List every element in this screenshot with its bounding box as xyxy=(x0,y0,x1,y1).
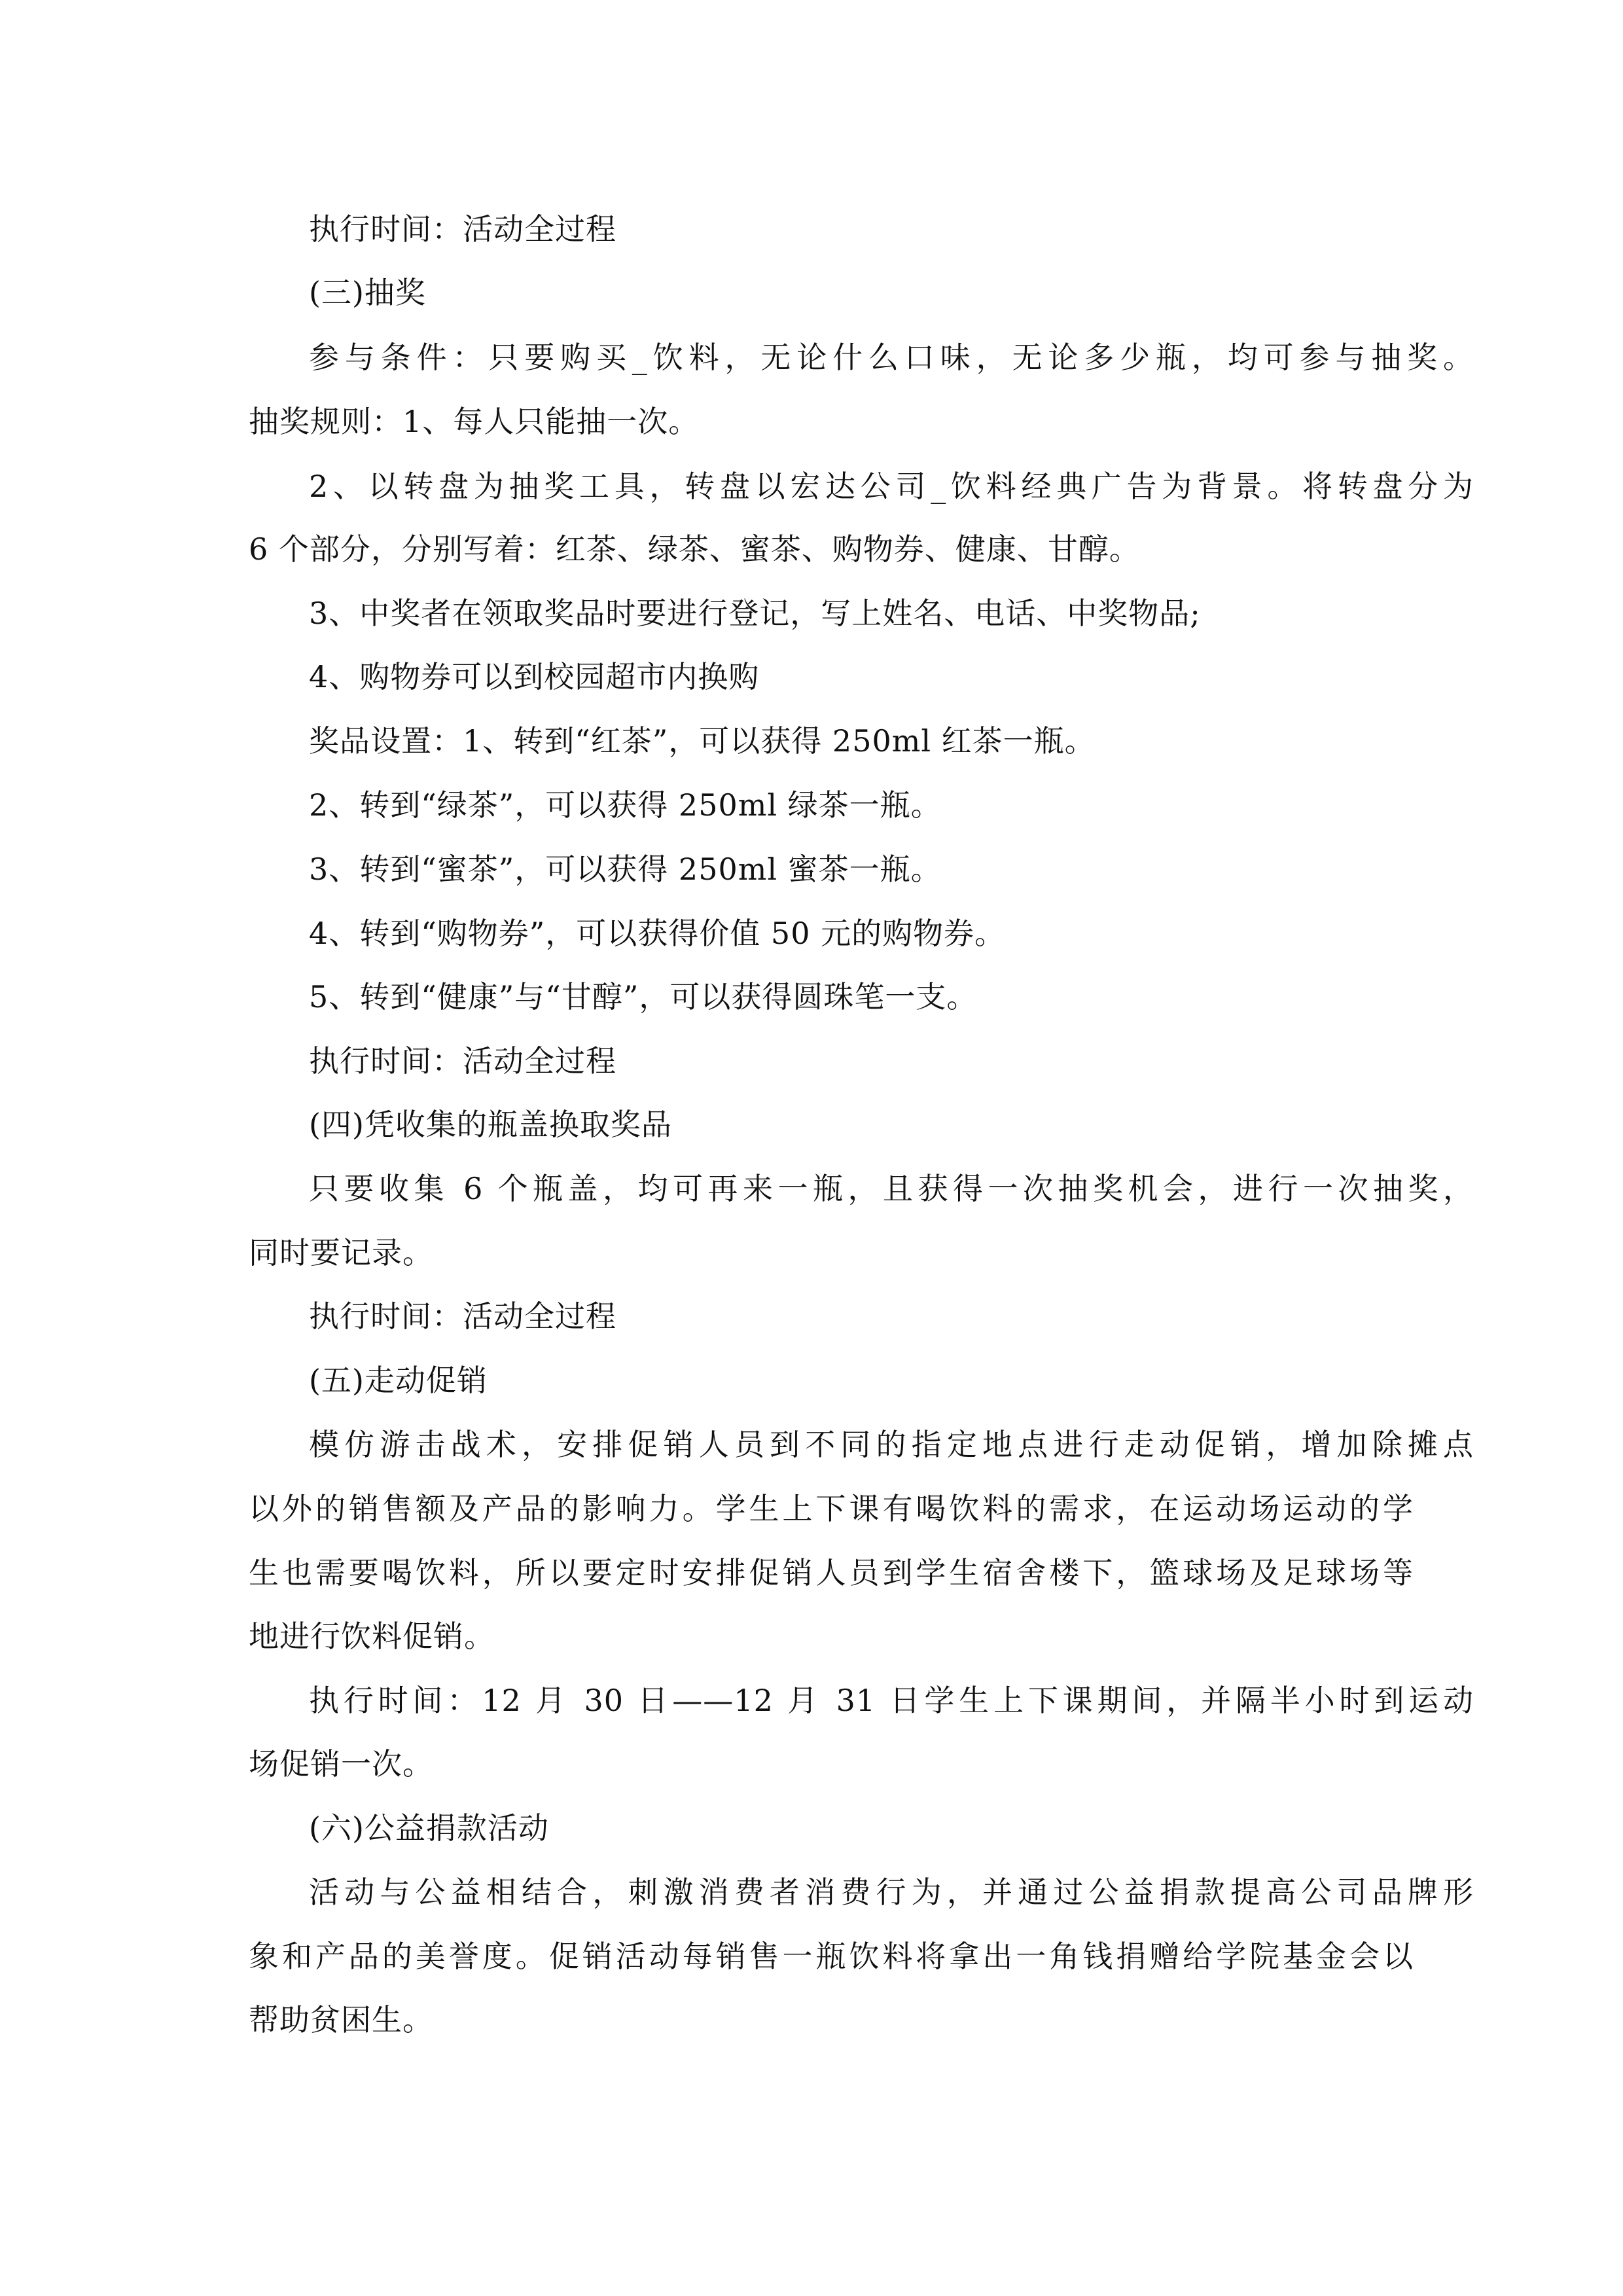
text-line: 模仿游击战术，安排促销人员到不同的指定地点进行走动促销，增加除摊点 xyxy=(309,1427,1474,1462)
text-line: 生也需要喝饮料，所以要定时安排促销人员到学生宿舍楼下，篮球场及足球场等 xyxy=(249,1555,1414,1590)
text-line: 参与条件：只要购买_饮料，无论什么口味，无论多少瓶，均可参与抽奖。 xyxy=(309,340,1474,375)
text-line: 同时要记录。 xyxy=(249,1235,433,1270)
text-line: 3、转到“蜜茶”，可以获得 250ml 蜜茶一瓶。 xyxy=(309,852,942,887)
text-line: 象和产品的美誉度。促销活动每销售一瓶饮料将拿出一角钱捐赠给学院基金会以 xyxy=(249,1939,1414,1974)
text-line: 6 个部分，分别写着：红茶、绿茶、蜜茶、购物券、健康、甘醇。 xyxy=(249,531,1140,567)
text-line: 4、购物券可以到校园超市内换购 xyxy=(309,659,760,694)
text-line: 抽奖规则：1、每人只能抽一次。 xyxy=(249,404,700,439)
text-line: 以外的销售额及产品的影响力。学生上下课有喝饮料的需求，在运动场运动的学 xyxy=(249,1491,1414,1526)
text-line: 帮助贫困生。 xyxy=(249,2002,433,2037)
text-line: 执行时间：12 月 30 日——12 月 31 日学生上下课期间，并隔半小时到运动 xyxy=(309,1683,1474,1718)
section-heading: (三)抽奖 xyxy=(309,275,426,310)
text-line: 2、以转盘为抽奖工具，转盘以宏达公司_饮料经典广告为背景。将转盘分为 xyxy=(309,469,1474,504)
text-line: 奖品设置：1、转到“红茶”，可以获得 250ml 红茶一瓶。 xyxy=(309,723,1096,759)
text-line: 5、转到“健康”与“甘醇”，可以获得圆珠笔一支。 xyxy=(309,979,978,1014)
text-line: 执行时间：活动全过程 xyxy=(309,211,616,247)
section-heading: (五)走动促销 xyxy=(309,1363,488,1398)
text-line: 执行时间：活动全过程 xyxy=(309,1299,616,1334)
text-line: 2、转到“绿茶”，可以获得 250ml 绿茶一瓶。 xyxy=(309,787,942,823)
text-line: 3、中奖者在领取奖品时要进行登记，写上姓名、电话、中奖物品; xyxy=(309,596,1201,631)
text-line: 执行时间：活动全过程 xyxy=(309,1043,616,1079)
text-line: 活动与公益相结合，刺激消费者消费行为，并通过公益捐款提高公司品牌形 xyxy=(309,1874,1474,1910)
text-line: 4、转到“购物券”，可以获得价值 50 元的购物券。 xyxy=(309,916,1006,951)
section-heading: (四)凭收集的瓶盖换取奖品 xyxy=(309,1107,672,1142)
text-line: 只要收集 6 个瓶盖，均可再来一瓶，且获得一次抽奖机会，进行一次抽奖， xyxy=(309,1171,1474,1206)
text-line: 场促销一次。 xyxy=(249,1746,433,1782)
section-heading: (六)公益捐款活动 xyxy=(309,1810,549,1846)
text-line: 地进行饮料促销。 xyxy=(249,1619,495,1654)
